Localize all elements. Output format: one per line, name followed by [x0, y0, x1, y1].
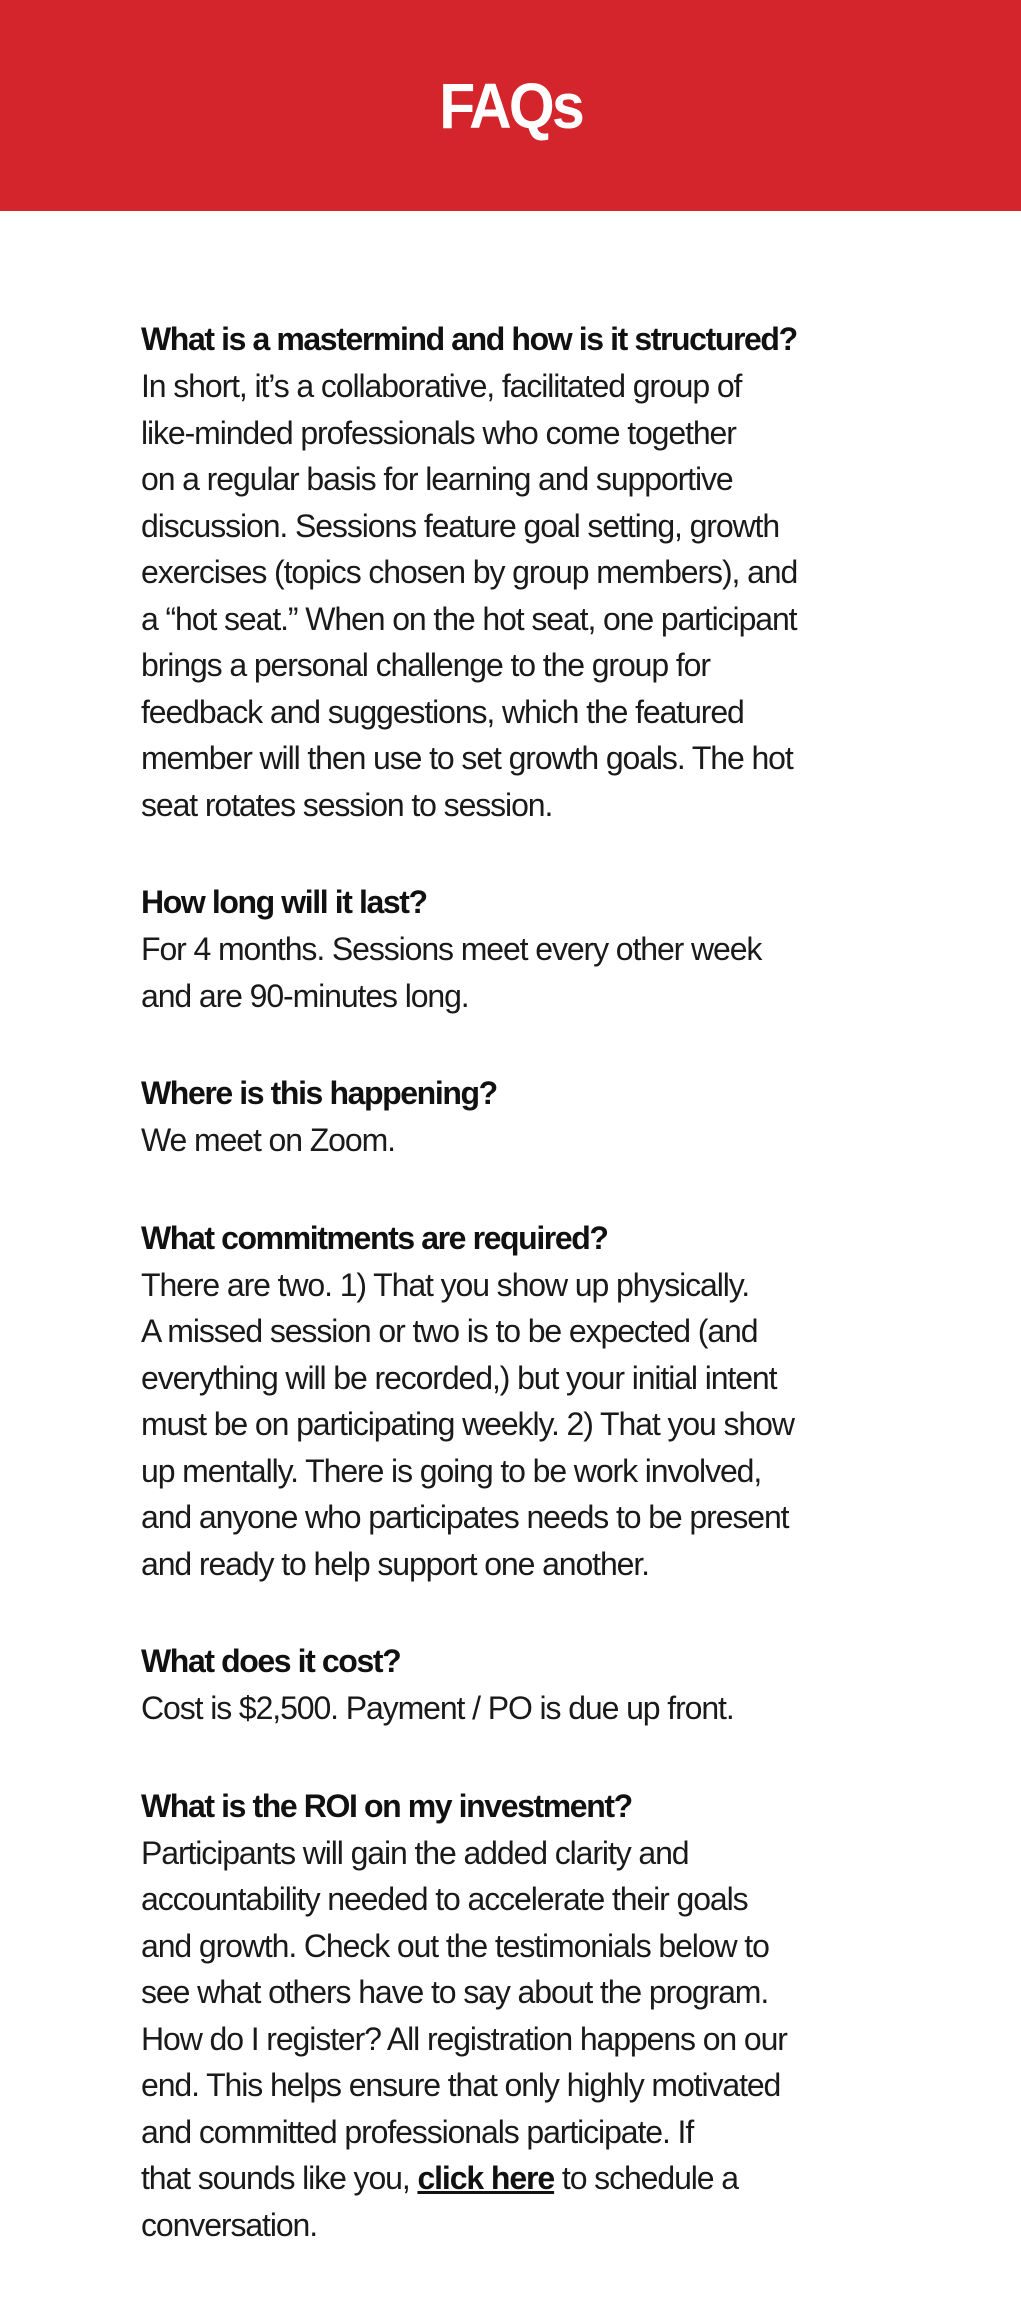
faq-item-duration: [141, 879, 901, 1019]
faq-answer: [141, 1117, 901, 1164]
link-prefix: that sounds like you,: [141, 2160, 418, 2196]
header-banner: [0, 0, 1021, 211]
answer-line: Participants will gain the added clarity and: [141, 1834, 689, 1871]
answer-line: must be on participating weekly. 2) That you show: [141, 1406, 794, 1442]
answer-line: like-minded professionals who come together: [141, 414, 736, 451]
answer-line: and growth. Check out the testimonials below to: [141, 1927, 769, 1964]
answer-line: accountability needed to accelerate their goals: [141, 1881, 748, 1917]
answer-line: Cost is $2,500. Payment / PO is due up front.: [141, 1690, 734, 1726]
answer-line: a “hot seat.” When on the hot seat, one participant: [141, 600, 797, 637]
answer-line: For 4 months. Sessions meet every other week: [141, 931, 762, 967]
faq-item-location: [141, 1070, 901, 1164]
answer-line: In short, it’s a collaborative, facilitated group of: [141, 368, 742, 404]
faq-item-roi: [141, 1783, 901, 2249]
answer-line: How do I register? All registration happens on our: [141, 2020, 787, 2057]
faq-question: How long will it last?: [141, 884, 427, 920]
faq-question: What does it cost?: [141, 1643, 401, 1679]
faq-item-mastermind: [141, 316, 901, 828]
answer-line: member will then use to set growth goals. The hot: [141, 740, 793, 776]
answer-line: brings a personal challenge to the group for: [141, 647, 710, 683]
answer-line: A missed session or two is to be expected (and: [141, 1313, 758, 1349]
faq-answer: [141, 1262, 901, 1588]
faq-question: Where is this happening?: [141, 1075, 497, 1111]
faq-question: What is a mastermind and how is it structured?: [141, 321, 797, 357]
answer-line: and ready to help support one another.: [141, 1545, 649, 1582]
faq-answer: [141, 363, 901, 828]
answer-line: up mentally. There is going to be work involved,: [141, 1452, 762, 1489]
faq-question: What commitments are required?: [141, 1219, 608, 1256]
answer-line: and committed professionals participate. If: [141, 2113, 694, 2150]
answer-line: exercises (topics chosen by group members), and: [141, 554, 798, 590]
answer-line: and are 90-minutes long.: [141, 977, 469, 1014]
answer-line: conversation.: [141, 2206, 318, 2243]
faq-item-commitments: [141, 1215, 901, 1588]
answer-line-with-link: [141, 2155, 901, 2202]
faq-question: What is the ROI on my investment?: [141, 1787, 632, 1824]
answer-line: We meet on Zoom.: [141, 1122, 395, 1158]
link-suffix: to schedule a: [554, 2160, 738, 2196]
answer-line: seat rotates session to session.: [141, 786, 553, 823]
faq-answer: [141, 1830, 901, 2249]
faq-answer: [141, 1685, 901, 1732]
answer-line: see what others have to say about the program.: [141, 1974, 769, 2010]
answer-line: and anyone who participates needs to be present: [141, 1499, 789, 1535]
faq-list: [0, 211, 901, 2248]
answer-line: feedback and suggestions, which the featured: [141, 693, 744, 730]
answer-line: on a regular basis for learning and supportive: [141, 461, 733, 497]
answer-line: There are two. 1) That you show up physically.: [141, 1266, 750, 1303]
answer-line: end. This helps ensure that only highly motivated: [141, 2067, 781, 2103]
faq-item-cost: [141, 1638, 901, 1732]
schedule-conversation-link[interactable]: click here: [417, 2160, 555, 2196]
page-title: FAQs: [439, 69, 582, 142]
answer-line: everything will be recorded,) but your initial intent: [141, 1359, 777, 1396]
answer-line: discussion. Sessions feature goal setting, growth: [141, 507, 780, 544]
faq-answer: [141, 926, 901, 1019]
